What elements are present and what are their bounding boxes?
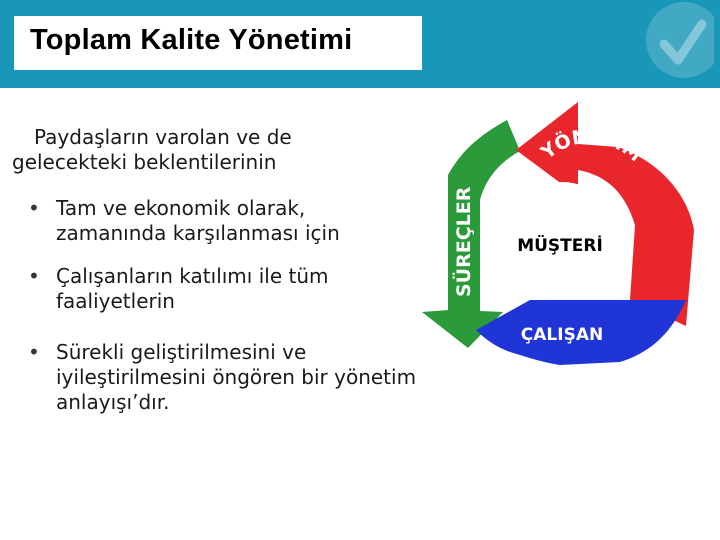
- bullet-text: faaliyetlerin: [56, 289, 175, 313]
- red-arrow-label: YÖNETİM: [537, 125, 647, 167]
- page-title: Toplam Kalite Yönetimi: [30, 24, 353, 56]
- blue-arrow-label: ÇALIŞAN: [520, 325, 604, 345]
- green-arrow-label: SÜREÇLER: [453, 186, 475, 297]
- bullet-text: anlayışı’dır.: [56, 390, 170, 414]
- intro-line: Paydaşların varolan ve de: [34, 125, 292, 149]
- center-label: MÜŞTERİ: [517, 236, 603, 256]
- bullet-text: Sürekli geliştirilmesini ve: [56, 340, 307, 364]
- intro-line: gelecekteki beklentilerinin: [12, 150, 277, 174]
- bullet-text: Tam ve ekonomik olarak,: [56, 196, 306, 220]
- bullet-text: zamanında karşılanması için: [56, 221, 340, 245]
- bullet-text: iyileştirilmesini öngören bir yönetim: [56, 365, 417, 389]
- bullet-text: Çalışanların katılımı ile tüm: [56, 264, 329, 288]
